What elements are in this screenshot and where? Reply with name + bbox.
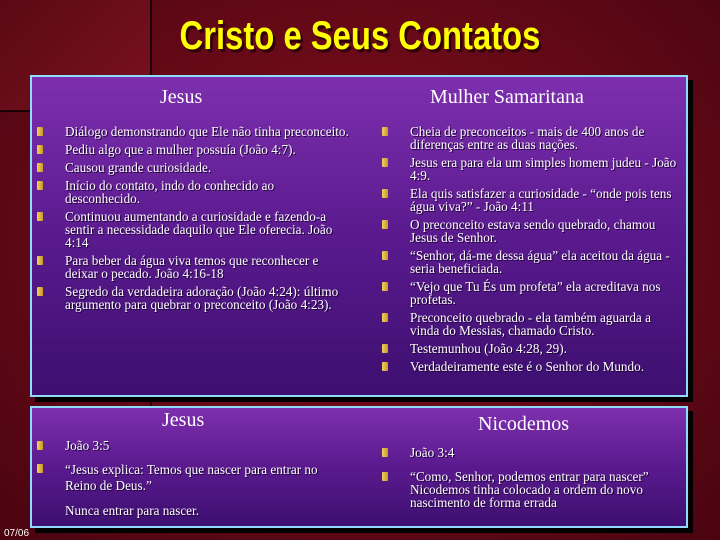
bullet-icon [382, 127, 388, 136]
list-item: João 3:5 [35, 439, 335, 452]
list-item: Início do contato, indo do conhecido ao desconhecido. [35, 179, 350, 205]
bottom-left-list [35, 439, 335, 494]
top-right-list [380, 125, 680, 373]
list-item: “Vejo que Tu És um profeta” ela acreditava nos profetas. [380, 280, 680, 306]
top-left-heading: Jesus [160, 86, 203, 108]
bullet-icon [382, 158, 388, 167]
bullet-icon [37, 464, 43, 473]
list-item: “Como, Senhor, podemos entrar para nascer” Nicodemos tinha colocado a ordem do novo nascimento de forma errada [380, 470, 680, 509]
bullet-icon [382, 313, 388, 322]
bullet-icon [37, 181, 43, 190]
bullet-icon [37, 127, 43, 136]
slide-title: Cristo e Seus Contatos [179, 14, 541, 58]
bullet-icon [37, 441, 43, 450]
list-item: Jesus era para ela um simples homem judeu - João 4:9. [380, 156, 680, 182]
bullet-icon [382, 220, 388, 229]
bullet-icon [382, 448, 388, 457]
list-item: Causou grande curiosidade. [35, 161, 350, 174]
list-item: Verdadeiramente este é o Senhor do Mundo. [380, 360, 680, 373]
list-item: Segredo da verdadeira adoração (João 4:24): último argumento para quebrar o preconceito (João 4:23). [35, 285, 350, 311]
list-item: Para beber da água viva temos que reconhecer e deixar o pecado. João 4:16-18 [35, 254, 350, 280]
list-item: Pediu algo que a mulher possuía (João 4:7). [35, 143, 350, 156]
bullet-icon [382, 472, 388, 481]
bottom-left-extra-text: Nunca entrar para nascer. [65, 503, 199, 518]
top-left-list [35, 125, 350, 311]
bullet-icon [37, 145, 43, 154]
bottom-left-heading: Jesus [162, 409, 205, 431]
footer-date: 07/06 [4, 528, 30, 539]
list-item: Continuou aumentando a curiosidade e fazendo-a sentir a necessidade daquilo que Ele oferecia. João 4:14 [35, 210, 350, 249]
list-item: João 3:4 [380, 446, 680, 459]
list-item: O preconceito estava sendo quebrado, chamou Jesus de Senhor. [380, 218, 680, 244]
list-item: Testemunhou (João 4:28, 29). [380, 342, 680, 355]
bullet-icon [382, 251, 388, 260]
list-item: Diálogo demonstrando que Ele não tinha preconceito. [35, 125, 350, 138]
bullet-icon [37, 163, 43, 172]
decorative-horizontal-line [0, 110, 30, 112]
bottom-right-list [380, 446, 680, 509]
bottom-right-heading: Nicodemos [478, 413, 570, 435]
list-item: “Jesus explica: Temos que nascer para entrar no Reino de Deus.” [35, 462, 335, 494]
bullet-icon [382, 189, 388, 198]
bullet-icon [382, 344, 388, 353]
list-item: Preconceito quebrado - ela também aguarda a vinda do Messias, chamado Cristo. [380, 311, 680, 337]
top-right-heading: Mulher Samaritana [430, 86, 584, 108]
bullet-icon [37, 256, 43, 265]
list-item: “Senhor, dá-me dessa água” ela aceitou da água - seria beneficiada. [380, 249, 680, 275]
bullet-icon [37, 212, 43, 221]
list-item: Ela quis satisfazer a curiosidade - “onde pois tens água viva?” - João 4:11 [380, 187, 680, 213]
bullet-icon [37, 287, 43, 296]
list-item: Cheia de preconceitos - mais de 400 anos de diferenças entre as duas nações. [380, 125, 680, 151]
bullet-icon [382, 282, 388, 291]
bullet-icon [382, 362, 388, 371]
